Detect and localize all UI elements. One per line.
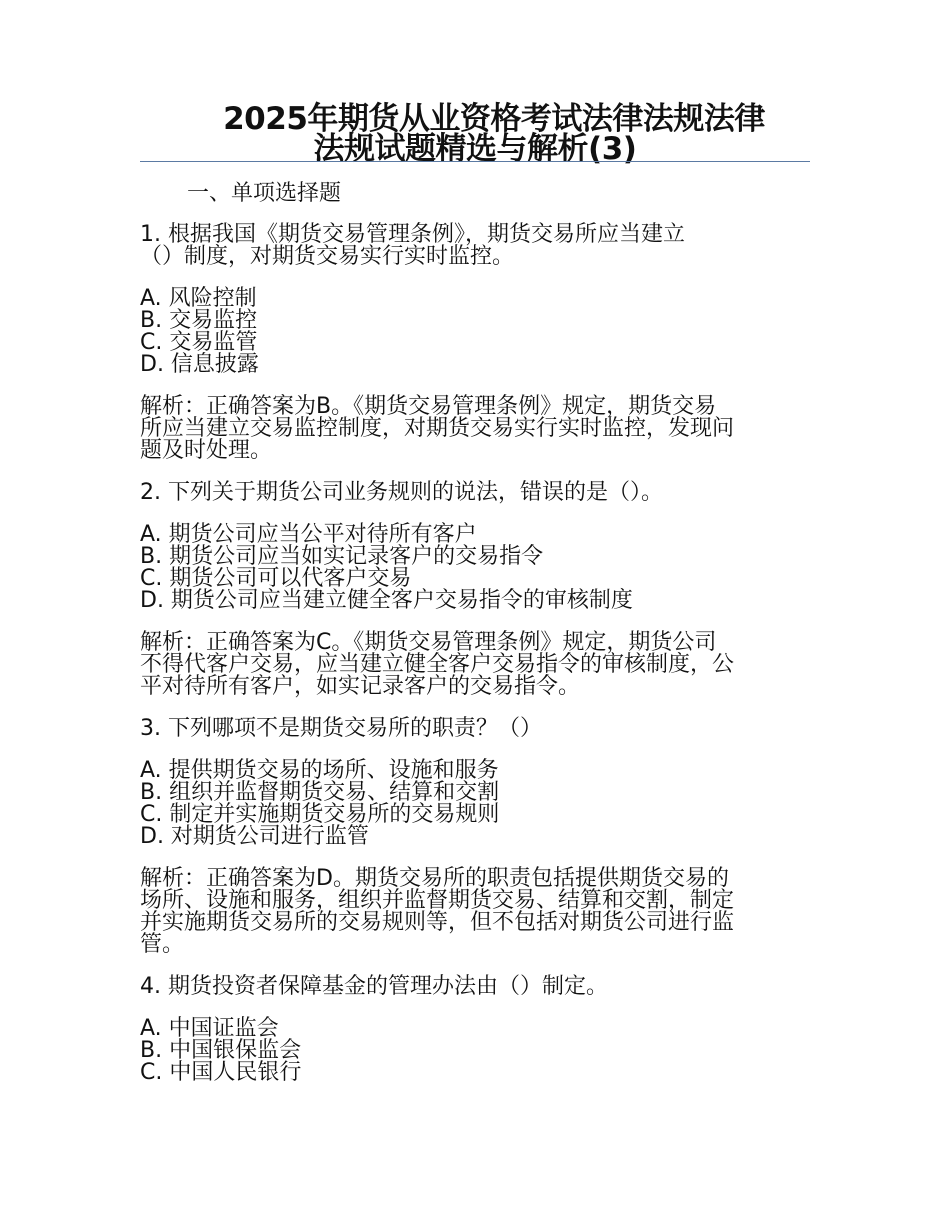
question-stem: [140, 482, 810, 504]
question-3: [140, 718, 810, 956]
option-list: [140, 288, 810, 376]
option-list: [140, 760, 810, 848]
option-b: B. 交易监控: [140, 308, 258, 333]
option-list: [140, 1018, 810, 1084]
analysis-line: 管。: [140, 932, 185, 957]
title-line-2: 法规试题精选与解析(3): [313, 131, 637, 167]
stem-line: 3. 下列哪项不是期货交易所的职责？（）: [140, 716, 542, 741]
document-title: [140, 101, 810, 167]
document-body: [140, 178, 810, 1104]
option-b: B. 中国银保监会: [140, 1038, 302, 1063]
option-list: [140, 524, 810, 612]
option-d: D. 对期货公司进行监管: [140, 824, 369, 849]
analysis-line: 题及时处理。: [140, 438, 273, 463]
option-a: A. 中国证监会: [140, 1016, 279, 1041]
title-underline: [140, 161, 810, 162]
question-stem: [140, 718, 810, 740]
section-heading: 一、单项选择题: [187, 181, 342, 206]
answer-analysis: [140, 868, 810, 956]
analysis-line: 平对待所有客户，如实记录客户的交易指令。: [140, 674, 581, 699]
stem-line: 4. 期货投资者保障基金的管理办法由（）制定。: [140, 974, 608, 999]
stem-line: （）制度，对期货交易实行实时监控。: [140, 244, 515, 269]
option-c: C. 制定并实施期货交易所的交易规则: [140, 802, 500, 827]
stem-line: 2. 下列关于期货公司业务规则的说法，错误的是（）。: [140, 480, 663, 505]
stem-line: 1. 根据我国《期货交易管理条例》，期货交易所应当建立: [140, 222, 685, 247]
option-c: C. 期货公司可以代客户交易: [140, 566, 412, 591]
analysis-line: 解析：正确答案为B。《期货交易管理条例》规定，期货交易: [140, 394, 717, 419]
title-line-1: 2025年期货从业资格考试法律法规法律: [223, 101, 765, 137]
analysis-line: 不得代客户交易，应当建立健全客户交易指令的审核制度，公: [140, 652, 735, 677]
option-d: D. 期货公司应当建立健全客户交易指令的审核制度: [140, 588, 633, 613]
analysis-line: 并实施期货交易所的交易规则等，但不包括对期货公司进行监: [140, 910, 735, 935]
question-2: [140, 482, 810, 698]
option-c: C. 交易监管: [140, 330, 258, 355]
option-a: A. 提供期货交易的场所、设施和服务: [140, 758, 499, 783]
option-d: D. 信息披露: [140, 352, 259, 377]
answer-analysis: [140, 396, 810, 462]
option-c: C. 中国人民银行: [140, 1060, 302, 1085]
analysis-line: 场所、设施和服务，组织并监督期货交易、结算和交割，制定: [140, 888, 735, 913]
option-b: B. 期货公司应当如实记录客户的交易指令: [140, 544, 544, 569]
analysis-line: 所应当建立交易监控制度，对期货交易实行实时监控，发现问: [140, 416, 735, 441]
answer-analysis: [140, 632, 810, 698]
option-a: A. 风险控制: [140, 286, 257, 311]
option-b: B. 组织并监督期货交易、结算和交割: [140, 780, 500, 805]
analysis-line: 解析：正确答案为D。期货交易所的职责包括提供期货交易的: [140, 866, 729, 891]
question-stem: [140, 976, 810, 998]
option-a: A. 期货公司应当公平对待所有客户: [140, 522, 477, 547]
question-1: [140, 224, 810, 462]
question-4: [140, 976, 810, 1084]
analysis-line: 解析：正确答案为C。《期货交易管理条例》规定，期货公司: [140, 630, 717, 655]
question-stem: [140, 224, 810, 268]
